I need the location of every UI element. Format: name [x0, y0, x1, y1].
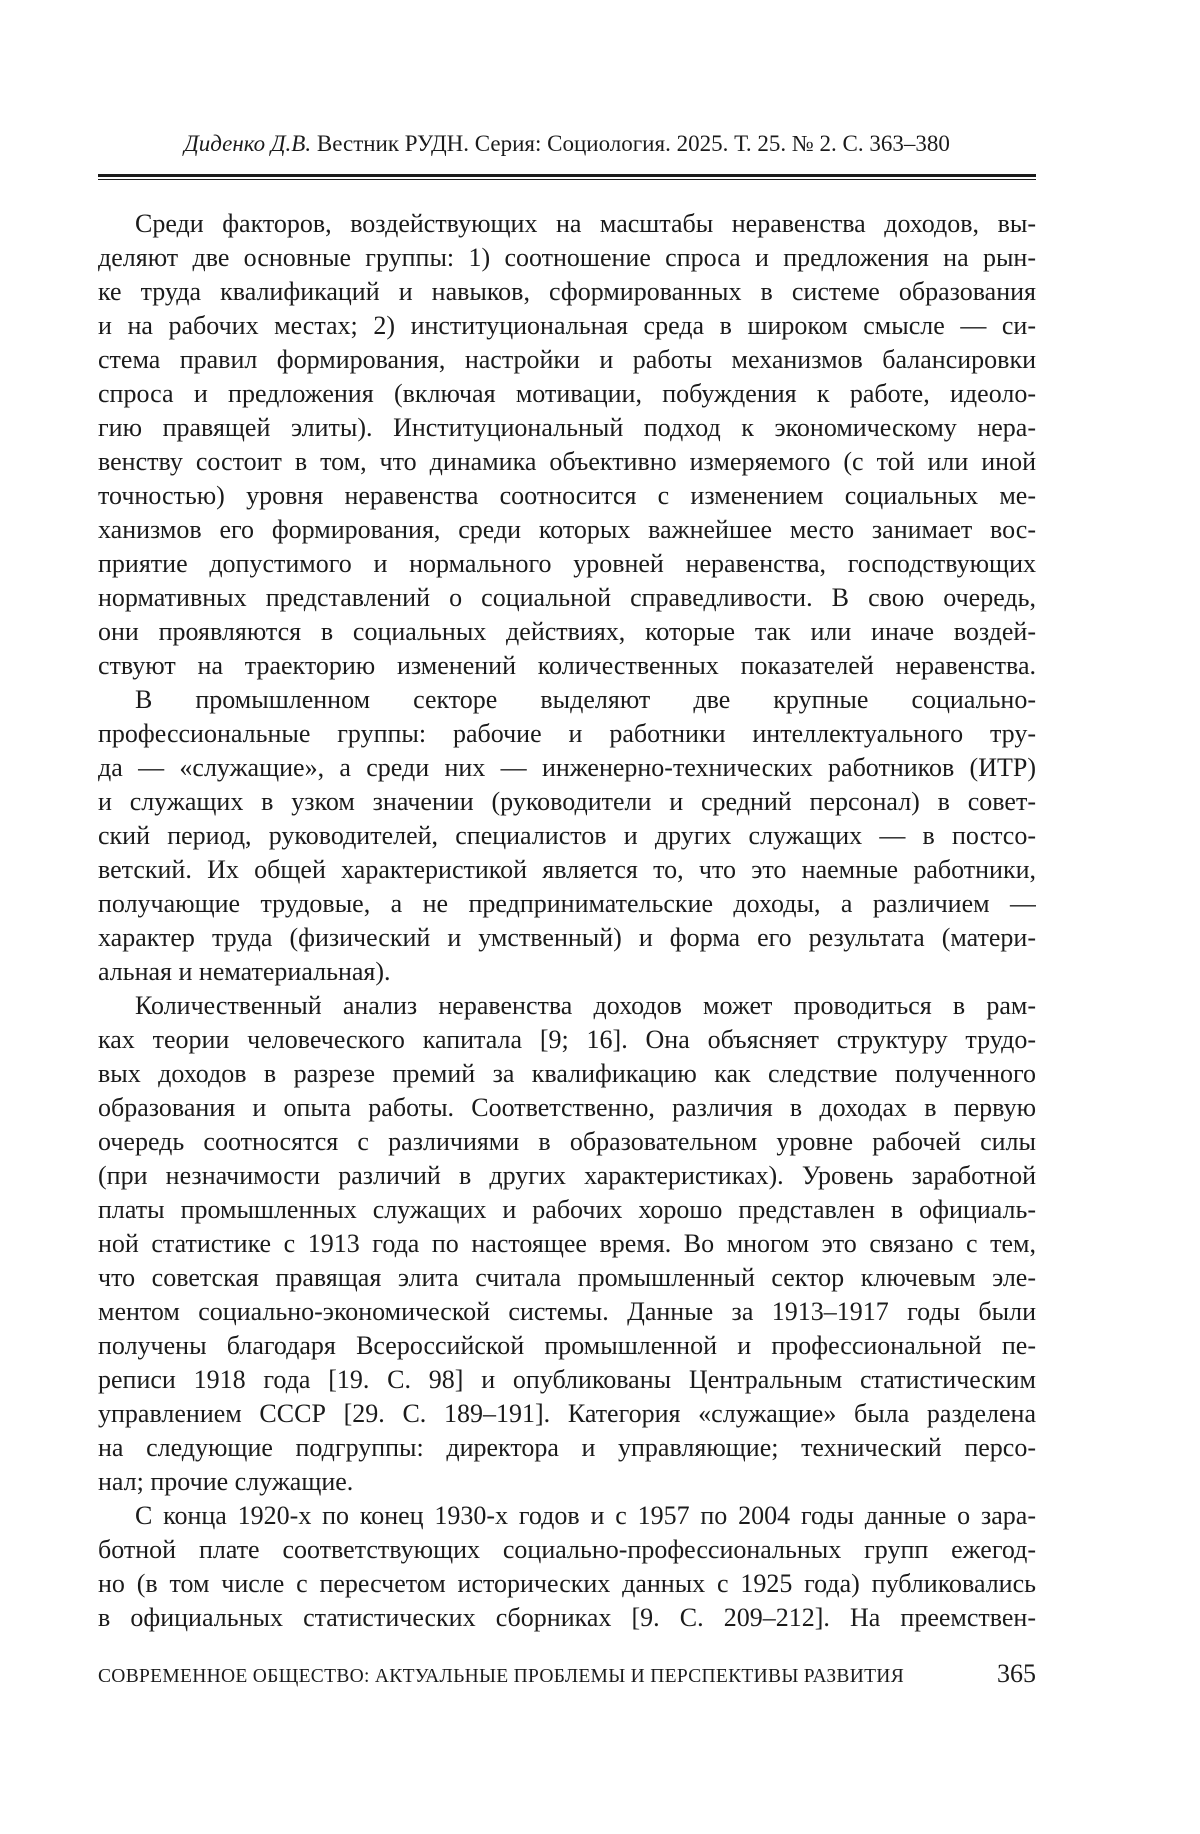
author-name: Диденко Д.В.: [184, 131, 312, 156]
text-line: да — «служащие», а среди них — инженерно-технических работников (ИТР): [98, 753, 1036, 782]
text-line: точностью) уровня неравенства соотносится с изменением социальных ме-: [98, 481, 1036, 510]
text-line: альная и нематериальная).: [98, 957, 391, 986]
text-line: гию правящей элиты). Институциональный подход к экономическому нера-: [98, 413, 1036, 442]
text-line: получающие трудовые, а не предпринимательские доходы, а различием —: [98, 889, 1036, 918]
text-line: они проявляются в социальных действиях, которые так или иначе воздей-: [98, 617, 1036, 646]
paragraph: [98, 683, 1036, 989]
text-line: стема правил формирования, настройки и работы механизмов балансировки: [98, 345, 1036, 374]
text-line: ветский. Их общей характеристикой является то, что это наемные работники,: [98, 855, 1036, 884]
text-line: ной статистике с 1913 года по настоящее время. Во многом это связано с тем,: [98, 1229, 1036, 1258]
text-line: и служащих в узком значении (руководители и средний персонал) в совет-: [98, 787, 1036, 816]
text-line: С конца 1920-х по конец 1930-х годов и с 1957 по 2004 годы данные о зара-: [135, 1501, 1036, 1530]
text-line: венству состоит в том, что динамика объективно измеряемого (с той или иной: [98, 447, 1036, 476]
running-header-citation: [98, 130, 1036, 158]
text-line: спроса и предложения (включая мотивации, побуждения к работе, идеоло-: [98, 379, 1036, 408]
text-line: на следующие подгруппы: директора и управляющие; технический персо-: [98, 1433, 1036, 1462]
text-line: ский период, руководителей, специалистов и других служащих — в постсо-: [98, 821, 1036, 850]
text-line: образования и опыта работы. Соответственно, различия в доходах в первую: [98, 1093, 1036, 1122]
text-line: Количественный анализ неравенства доходов может проводиться в рам-: [135, 991, 1036, 1020]
text-line: в официальных статистических сборниках [9. С. 209–212]. На преемствен-: [98, 1603, 1036, 1632]
paragraph: [98, 1499, 1036, 1635]
text-line: В промышленном секторе выделяют две крупные социально-: [135, 685, 1036, 714]
paragraph: [98, 989, 1036, 1499]
text-line: Среди факторов, воздействующих на масштабы неравенства доходов, вы-: [135, 209, 1036, 238]
text-line: реписи 1918 года [19. С. 98] и опубликованы Центральным статистическим: [98, 1365, 1036, 1394]
text-line: очередь соотносятся с различиями в образовательном уровне рабочей силы: [98, 1127, 1036, 1156]
text-line: ке труда квалификаций и навыков, сформированных в системе образования: [98, 277, 1036, 306]
text-line: ках теории человеческого капитала [9; 16]. Она объясняет структуру трудо-: [98, 1025, 1036, 1054]
text-line: вых доходов в разрезе премий за квалификацию как следствие полученного: [98, 1059, 1036, 1088]
text-line: получены благодаря Всероссийской промышленной и профессиональной пе-: [98, 1331, 1036, 1360]
page-footer: [98, 1659, 1036, 1689]
page-number: 365: [997, 1659, 1036, 1688]
text-line: что советская правящая элита считала промышленный сектор ключевым эле-: [98, 1263, 1036, 1292]
text-line: управлением СССР [29. С. 189–191]. Категория «служащие» была разделена: [98, 1399, 1036, 1428]
text-line: и на рабочих местах; 2) институциональная среда в широком смысле — си-: [98, 311, 1036, 340]
text-line: нал; прочие служащие.: [98, 1467, 354, 1496]
text-line: характер труда (физический и умственный) и форма его результата (матери-: [98, 923, 1036, 952]
article-body: [98, 207, 1036, 1635]
text-line: нормативных представлений о социальной справедливости. В свою очередь,: [98, 583, 1036, 612]
text-line: ханизмов его формирования, среди которых важнейшее место занимает вос-: [98, 515, 1036, 544]
text-line: приятие допустимого и нормального уровней неравенства, господствующих: [98, 549, 1036, 578]
text-line: профессиональные группы: рабочие и работники интеллектуального тру-: [98, 719, 1036, 748]
text-line: ботной плате соответствующих социально-профессиональных групп ежегод-: [98, 1535, 1036, 1564]
text-line: деляют две основные группы: 1) соотношение спроса и предложения на рын-: [98, 243, 1036, 272]
text-line: ментом социально-экономической системы. Данные за 1913–1917 годы были: [98, 1297, 1036, 1326]
text-line: платы промышленных служащих и рабочих хорошо представлен в официаль-: [98, 1195, 1036, 1224]
text-line: (при незначимости различий в других характеристиках). Уровень заработной: [98, 1161, 1036, 1190]
text-line: ствуют на траекторию изменений количественных показателей неравенства.: [98, 651, 1036, 680]
page-header: [0, 0, 1200, 180]
citation-text: Вестник РУДН. Серия: Социология. 2025. Т. 25. № 2. С. 363–380: [311, 131, 950, 156]
paragraph: [98, 207, 1036, 683]
running-title: СОВРЕМЕННОЕ ОБЩЕСТВО: АКТУАЛЬНЫЕ ПРОБЛЕМЫ И ПЕРСПЕКТИВЫ РАЗВИТИЯ: [98, 1666, 904, 1687]
header-rule: [98, 174, 1036, 180]
text-line: но (в том числе с пересчетом исторических данных с 1925 года) публиковались: [98, 1569, 1036, 1598]
